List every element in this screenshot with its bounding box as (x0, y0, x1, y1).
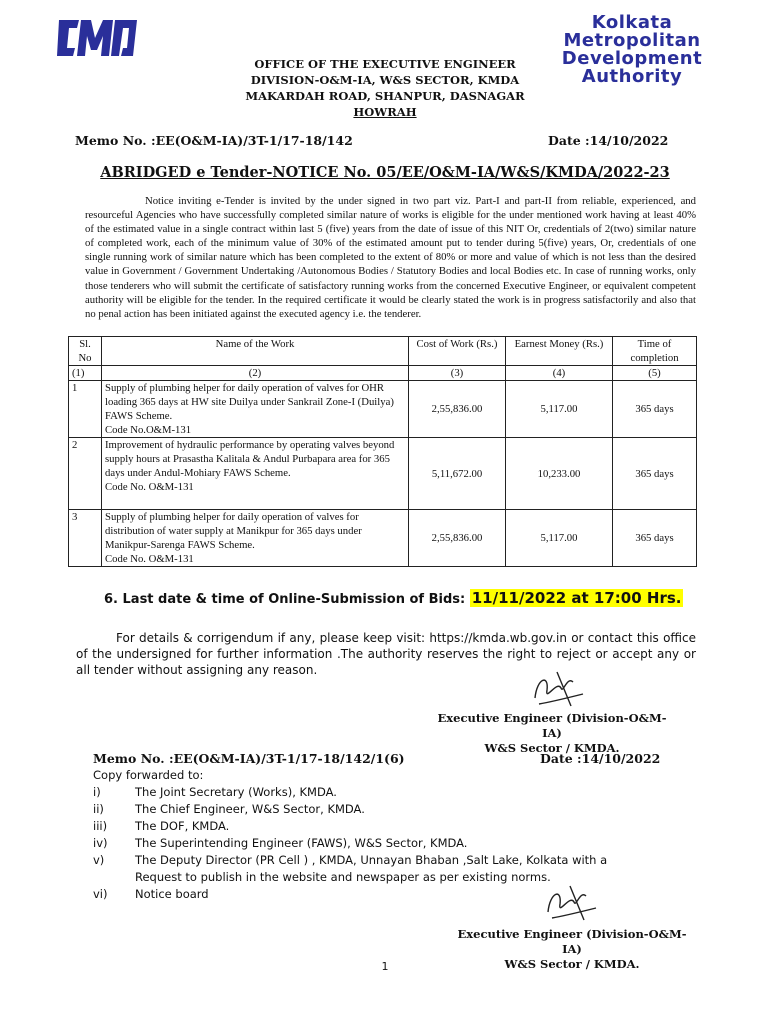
bid-deadline-value: 11/11/2022 at 17:00 Hrs. (471, 589, 682, 607)
wordmark-line: Authority (581, 66, 683, 87)
office-address (205, 56, 565, 120)
signatory-sector: W&S Sector / KMDA. (484, 741, 620, 755)
table-row (69, 381, 697, 438)
wordmark-line: Metropolitan (563, 30, 701, 51)
list-item-number: iii) (93, 819, 108, 833)
tender-table (68, 336, 697, 567)
work-cell (102, 438, 409, 510)
list-item (93, 818, 653, 835)
bid-deadline-label: 6. Last date & time of Online-Submission of Bids: (104, 592, 466, 607)
work-code: Code No. O&M-131 (105, 481, 194, 493)
work-description: Supply of plumbing helper for daily operation of valves for OHR loading 365 days at HW site Duilya under Sankrail Zone-I (Duilya) FAWS Scheme. (105, 382, 394, 422)
kmda-wordmark-logo (548, 14, 716, 86)
page-number: 1 (381, 960, 389, 973)
time-cell: 365 days (613, 381, 697, 438)
wordmark-line: Development (561, 48, 703, 69)
table-header-cell: Cost of Work (Rs.) (409, 337, 506, 366)
signatory-title: Executive Engineer (Division-O&M-IA) (437, 711, 667, 740)
list-item-text: The Superintending Engineer (FAWS), W&S Sector, KMDA. (135, 836, 468, 850)
list-item-number: v) (93, 853, 105, 867)
sl-cell: 2 (69, 438, 102, 510)
table-header-row (69, 337, 697, 366)
list-item-text: The DOF, KMDA. (135, 819, 230, 833)
signatory-sector: W&S Sector / KMDA. (504, 957, 640, 971)
office-line: HOWRAH (353, 105, 417, 119)
sl-cell: 3 (69, 510, 102, 567)
copy-heading: Copy forwarded to: (93, 768, 204, 782)
time-cell: 365 days (613, 438, 697, 510)
list-item (93, 852, 653, 886)
table-row (69, 438, 697, 510)
work-cell (102, 381, 409, 438)
notice-body-paragraph: Notice inviting e-Tender is invited by the under signed in two part viz. Part-I and part-II from reliable, experienced, and resourceful Agencies who have successfully completed similar nature of works is eligible for the under mentioned work having at least 40% of the estimated value in a single contract within last 5 (five) years from the date of issue of this NIT Or, credentials of 2(two) similar nature of completed work, each of the minimum value of 30% of the estimated amount put to tender during 5(five) years, Or, credentials of one single running work of similar nature which has been completed to the extent of 80% or more and value of which is not less than the desired value in Government / Government Undertaking /Autonomous Bodies / Statutory Bodies and local Bodies etc. In case of running works, only those tenderers who will submit the certificate of satisfactory running works from the concerned Executive Engineer, or equivalent competent authority will be eligible for the tender. In the required certificate it would be clearly stated the work is in progress satisfactorily and also that no penal action has been initiated against the executed agency i.e. the tenderer. (85, 195, 696, 320)
office-line: MAKARDAH ROAD, SHANPUR, DASNAGAR (245, 89, 525, 103)
sl-cell: 1 (69, 381, 102, 438)
table-header-cell: Time of completion (613, 337, 697, 366)
bid-deadline (104, 589, 683, 607)
list-item-number: ii) (93, 802, 104, 816)
table-number-cell: (2) (102, 366, 409, 381)
list-item-text: The Deputy Director (PR Cell ) , KMDA, Unnayan Bhaban ,Salt Lake, Kolkata with a Request to publish in the website and newspaper as per existing norms. (135, 853, 608, 884)
work-cell (102, 510, 409, 567)
emd-cell: 5,117.00 (506, 510, 613, 567)
time-cell: 365 days (613, 510, 697, 567)
notice-title: ABRIDGED e Tender-NOTICE No. 05/EE/O&M-IA/W&S/KMDA/2022-23 (100, 164, 670, 181)
cost-cell: 2,55,836.00 (409, 510, 506, 567)
office-line: OFFICE OF THE EXECUTIVE ENGINEER (254, 57, 516, 71)
wordmark-line: Kolkata (591, 12, 673, 33)
list-item (93, 835, 653, 852)
table-number-cell: (5) (613, 366, 697, 381)
list-item-number: vi) (93, 887, 108, 901)
signatory-block (432, 711, 672, 756)
emd-cell: 10,233.00 (506, 438, 613, 510)
table-header-cell: Name of the Work (102, 337, 409, 366)
table-number-row (69, 366, 697, 381)
list-item-text: The Joint Secretary (Works), KMDA. (135, 785, 337, 799)
emd-cell: 5,117.00 (506, 381, 613, 438)
table-number-cell: (1) (69, 366, 102, 381)
work-code: Code No. O&M-131 (105, 553, 194, 565)
cost-cell: 2,55,836.00 (409, 381, 506, 438)
signature-image (540, 882, 600, 927)
table-header-cell: Sl. No (69, 337, 102, 366)
cost-cell: 5,11,672.00 (409, 438, 506, 510)
list-item-number: i) (93, 785, 101, 799)
signatory-title: Executive Engineer (Division-O&M-IA) (457, 927, 687, 956)
memo-number: Memo No. :EE(O&M-IA)/3T-1/17-18/142 (75, 133, 353, 148)
signature-image (527, 668, 587, 713)
office-line: DIVISION-O&M-IA, W&S SECTOR, KMDA (250, 73, 520, 87)
list-item-number: iv) (93, 836, 108, 850)
work-description: Supply of plumbing helper for daily operation of valves for distribution of water supply at Manikpur for 365 days under Manikpur-Sarenga FAWS Scheme. (105, 511, 362, 551)
table-number-cell: (3) (409, 366, 506, 381)
table-header-cell: Earnest Money (Rs.) (506, 337, 613, 366)
table-row (69, 510, 697, 567)
memo-date: Date :14/10/2022 (548, 133, 669, 148)
kmda-logo (57, 18, 139, 58)
details-paragraph: For details & corrigendum if any, please keep visit: https://kmda.wb.gov.in or contact this office of the undersigned for further information .The authority reserves the right to reject or accept any or all tender without assigning any reason. (76, 631, 696, 677)
table-number-cell: (4) (506, 366, 613, 381)
list-item (93, 801, 653, 818)
copy-memo-number: Memo No. :EE(O&M-IA)/3T-1/17-18/142/1(6) (93, 751, 405, 766)
work-code: Code No.O&M-131 (105, 424, 192, 436)
list-item-text: The Chief Engineer, W&S Sector, KMDA. (135, 802, 365, 816)
list-item (93, 784, 653, 801)
copy-memo-date: Date :14/10/2022 (540, 751, 661, 766)
work-description: Improvement of hydraulic performance by operating valves beyond supply hours at Prasastha Kalitala & Andul Purbapara area for 365 days under Andul-Mohiary FAWS Scheme. (105, 439, 395, 479)
list-item-text: Notice board (135, 887, 209, 901)
